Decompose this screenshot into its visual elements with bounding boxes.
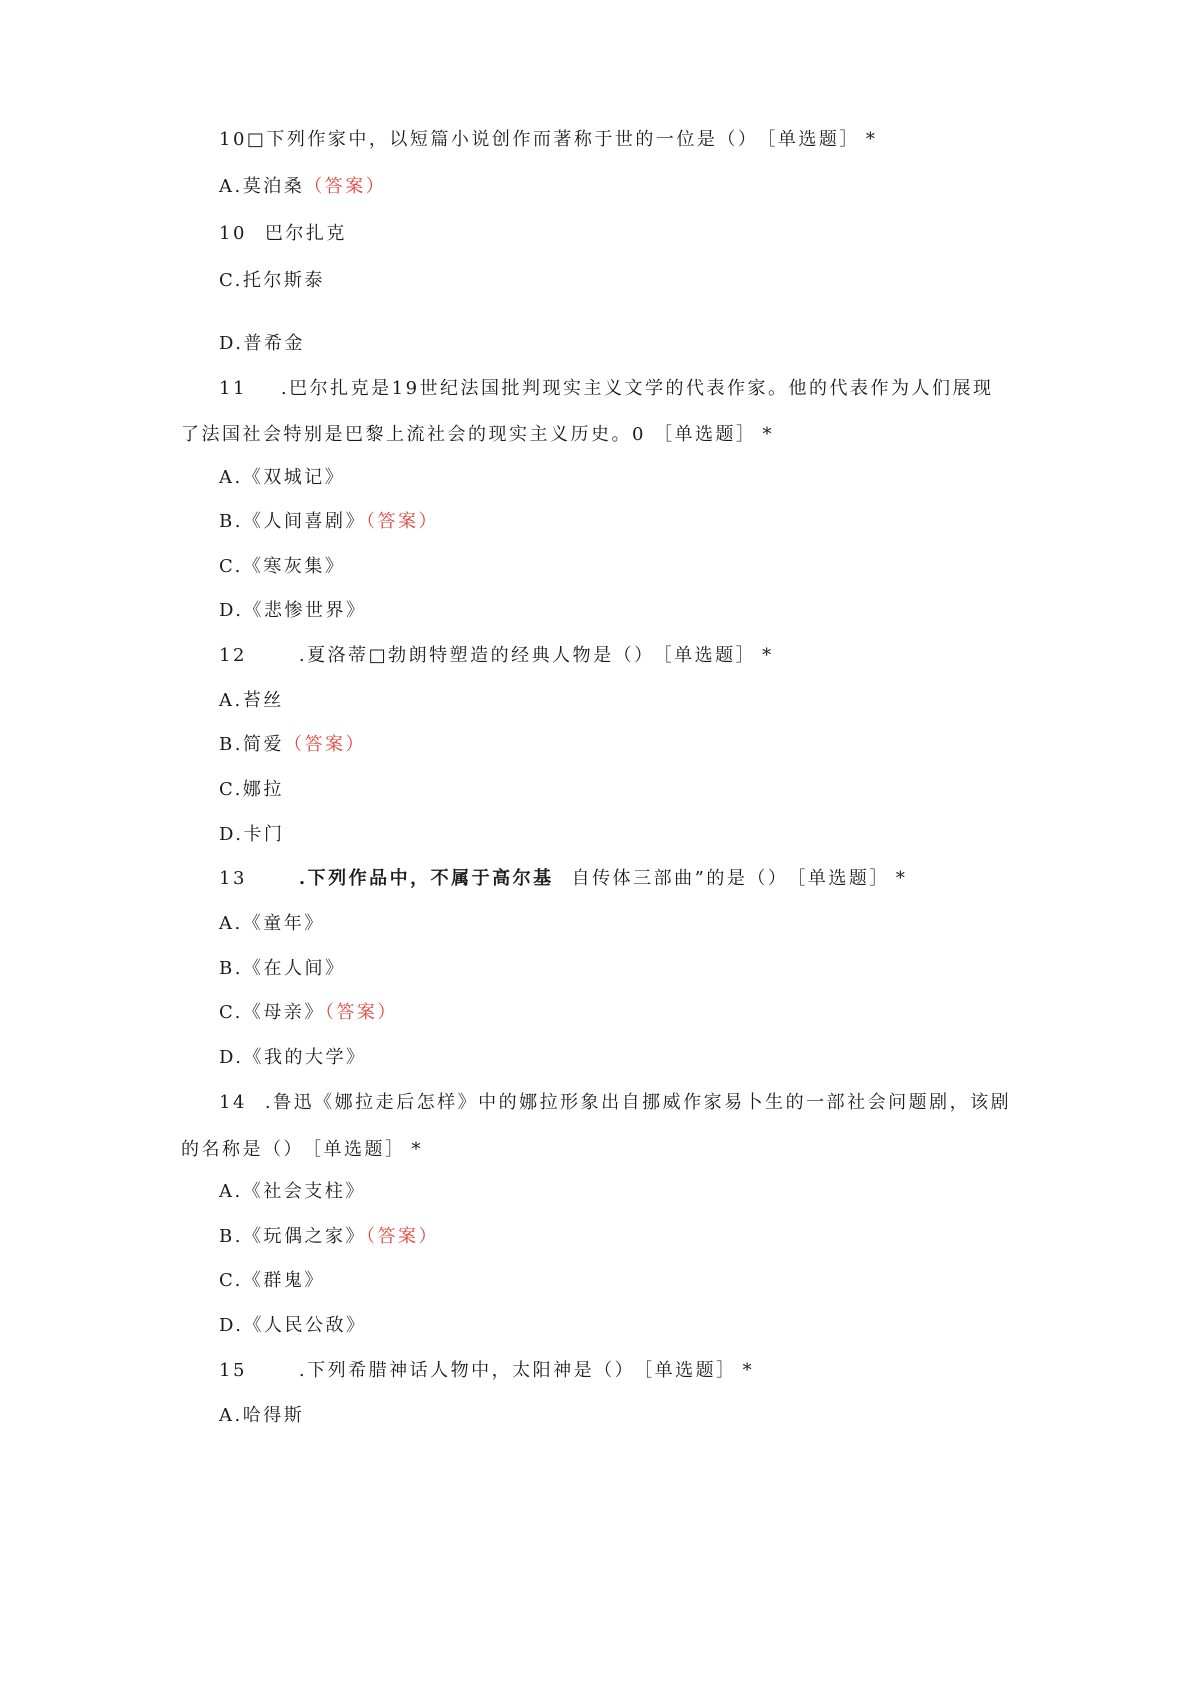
option-letter: B xyxy=(219,958,235,979)
option-dot: . xyxy=(234,1181,243,1202)
option-dot: . xyxy=(234,270,243,291)
option xyxy=(219,332,305,356)
question-text: .下列希腊神话人物中，太阳神是（） xyxy=(298,1360,636,1381)
option-dot: . xyxy=(234,511,243,532)
answer-marker: （答案） xyxy=(324,1002,398,1023)
option-text: 《童年》 xyxy=(242,913,325,934)
question-11-continuation xyxy=(181,423,774,447)
option xyxy=(219,1314,367,1338)
option xyxy=(219,1180,366,1204)
option xyxy=(219,778,284,802)
option xyxy=(219,912,325,936)
option-letter: B xyxy=(219,511,235,532)
answer-marker: （答案） xyxy=(365,1226,439,1247)
question-number: 11 xyxy=(219,378,247,399)
option-letter: C xyxy=(219,270,235,291)
question-number: 15 xyxy=(219,1360,247,1381)
question-type: ［单选题］ xyxy=(766,129,860,150)
option-text: 《社会支柱》 xyxy=(242,1181,366,1202)
option-text: 莫泊桑 xyxy=(242,176,305,197)
option-letter: D xyxy=(219,333,236,354)
option-letter: D xyxy=(219,824,236,845)
option-text: 巴尔扎克 xyxy=(264,223,347,244)
option xyxy=(219,823,285,847)
option-text: 《人民公敌》 xyxy=(243,1315,367,1336)
option-letter: A xyxy=(219,913,235,934)
question-text: 了法国社会特别是巴黎上流社会的现实主义历史。0 xyxy=(181,424,646,445)
question-15 xyxy=(219,1359,754,1383)
option xyxy=(219,733,366,757)
option-letter: B xyxy=(219,734,235,755)
option xyxy=(219,555,345,579)
option xyxy=(219,1046,367,1070)
option-text: 卡门 xyxy=(243,824,285,845)
option-letter: 10 xyxy=(219,223,247,244)
option-dot: . xyxy=(235,333,244,354)
answer-marker: （答案） xyxy=(365,511,439,532)
option-text: 《寒灰集》 xyxy=(242,556,346,577)
question-text: .巴尔扎克是19世纪法国批判现实主义文学的代表作家。他的代表作为人们展现 xyxy=(280,378,994,399)
option-letter: A xyxy=(219,1181,235,1202)
answer-marker: （答案） xyxy=(304,176,387,197)
option-dot: . xyxy=(235,600,244,621)
option-letter: A xyxy=(219,176,235,197)
option-letter: D xyxy=(219,1315,236,1336)
question-14 xyxy=(219,1091,1011,1115)
option xyxy=(219,689,284,713)
option-dot: . xyxy=(234,1405,243,1426)
option xyxy=(219,1404,304,1428)
question-number: 13 xyxy=(219,868,247,889)
option xyxy=(219,222,347,246)
required-marker: * xyxy=(895,868,908,889)
option-dot: . xyxy=(234,1270,243,1291)
question-text: 自传体三部曲”的是（） xyxy=(571,868,789,889)
option-text: 《双城记》 xyxy=(242,467,346,488)
option-dot: . xyxy=(234,1226,243,1247)
question-text: 下列作家中，以短篇小说创作而著称于世的一位是（） xyxy=(266,129,759,150)
question-text: 的名称是（） xyxy=(181,1139,304,1160)
option-text: 《悲惨世界》 xyxy=(243,600,367,621)
required-marker: * xyxy=(762,645,774,666)
option xyxy=(219,1225,439,1249)
option-letter: C xyxy=(219,1270,235,1291)
option-letter: A xyxy=(219,467,235,488)
option-text: 简爱 xyxy=(242,734,284,755)
option-letter: C xyxy=(219,779,235,800)
question-type: ［单选题］ xyxy=(796,868,890,889)
required-marker: * xyxy=(411,1139,423,1160)
question-type: ［单选题］ xyxy=(312,1139,406,1160)
question-11 xyxy=(219,377,994,401)
option-dot: . xyxy=(235,1047,244,1068)
option-dot: . xyxy=(235,1315,244,1336)
option-text: 《人间喜剧》 xyxy=(242,511,366,532)
option-letter: C xyxy=(219,556,235,577)
option xyxy=(219,466,345,490)
option-letter: D xyxy=(219,600,236,621)
option-text: 《我的大学》 xyxy=(243,1047,367,1068)
option-text: 《母亲》 xyxy=(242,1002,325,1023)
option xyxy=(219,1269,325,1293)
option-letter: A xyxy=(219,690,235,711)
option-dot: . xyxy=(234,958,243,979)
question-type: ［单选题］ xyxy=(662,645,757,666)
option-dot: . xyxy=(234,1002,243,1023)
option xyxy=(219,510,439,534)
question-number: 10 xyxy=(219,129,247,150)
option-dot: . xyxy=(234,467,243,488)
required-marker: * xyxy=(762,424,774,445)
option xyxy=(219,269,325,293)
question-type: ［单选题］ xyxy=(643,1360,737,1381)
option-letter: D xyxy=(219,1047,236,1068)
option-text: 娜拉 xyxy=(242,779,284,800)
question-number: 12 xyxy=(219,645,247,666)
option-text: 哈得斯 xyxy=(242,1405,305,1426)
option-dot: . xyxy=(234,690,243,711)
option-dot: . xyxy=(234,556,243,577)
option-text: 《在人间》 xyxy=(242,958,346,979)
question-12 xyxy=(219,644,774,668)
question-type: ［单选题］ xyxy=(653,424,757,445)
question-14-continuation xyxy=(181,1138,423,1162)
option xyxy=(219,175,386,199)
option-letter: B xyxy=(219,1226,235,1247)
option-dot: . xyxy=(234,779,243,800)
question-number: 14 xyxy=(219,1092,247,1113)
option-dot: . xyxy=(234,913,243,934)
question-13 xyxy=(219,867,907,891)
option-letter: A xyxy=(219,1405,235,1426)
option-dot: . xyxy=(234,176,243,197)
option-text: 托尔斯泰 xyxy=(242,270,325,291)
option xyxy=(219,1001,398,1025)
required-marker: * xyxy=(742,1360,755,1381)
question-text: .夏洛蒂□勃朗特塑造的经典人物是（） xyxy=(298,645,655,666)
question-text-bold: .下列作品中，不属于高尔基 xyxy=(298,868,554,889)
option-text: 普希金 xyxy=(243,333,306,354)
required-marker: * xyxy=(865,129,878,150)
question-text: .鲁迅《娜拉走后怎样》中的娜拉形象出自挪威作家易卜生的一部社会问题剧，该剧 xyxy=(264,1092,1012,1113)
option xyxy=(219,957,345,981)
answer-marker: （答案） xyxy=(283,734,366,755)
option-dot: . xyxy=(234,734,243,755)
separator-glyph: □ xyxy=(246,129,267,150)
option xyxy=(219,599,367,623)
option-text: 《玩偶之家》 xyxy=(242,1226,366,1247)
option-text: 《群鬼》 xyxy=(242,1270,325,1291)
option-text: 苔丝 xyxy=(242,690,284,711)
option-dot: . xyxy=(235,824,244,845)
question-10 xyxy=(219,128,877,152)
option-letter: C xyxy=(219,1002,235,1023)
